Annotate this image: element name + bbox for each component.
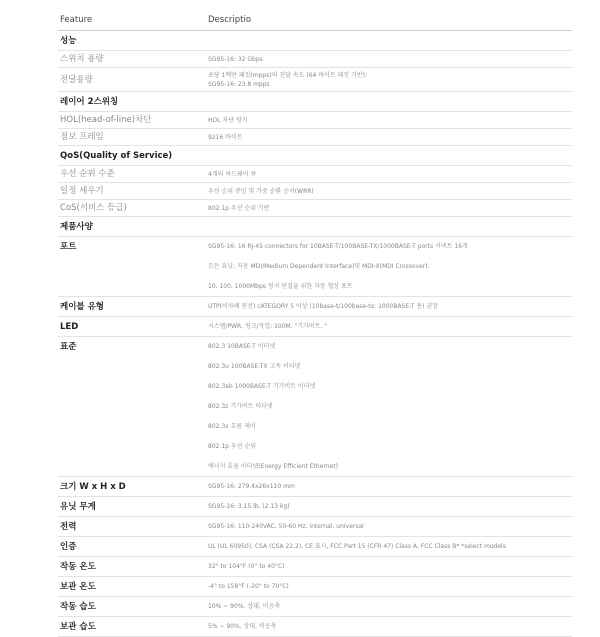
- row-jumbo-frames: [58, 129, 572, 146]
- row-value-line: SG95-16: 110-240VAC, 50-60 Hz, internal, universal: [208, 523, 364, 530]
- row-priority-levels: [58, 166, 572, 183]
- section-specs: [58, 217, 572, 237]
- row-label: HOL(head-of-line)차단: [60, 115, 152, 125]
- row-value: HOL 차단 방지: [208, 117, 248, 124]
- row-value: [208, 497, 572, 517]
- row-label: 전력: [60, 522, 77, 532]
- row-value: SG95-16: 32 Gbps: [208, 56, 263, 63]
- row-label: 표준: [60, 342, 77, 352]
- row-label: 작동 온도: [60, 562, 96, 572]
- row-label: 점보 프레임: [60, 132, 104, 142]
- row-scheduling: [58, 183, 572, 200]
- row-hol-blocking: [58, 112, 572, 129]
- row-value: [208, 477, 572, 497]
- row-standards: [58, 337, 572, 477]
- row-value-line: 802.1p 우선 순위: [208, 443, 256, 450]
- row-value-line: 802.3u 100BASE-TX 고속 이더넷: [208, 363, 301, 370]
- section-title: 성능: [60, 36, 77, 46]
- row-storage-temperature: [58, 577, 572, 597]
- row-value-line: 시스템/PWR, 링크/작업: 100M, "기가비트, ": [208, 323, 328, 330]
- section-title: QoS(Quality of Service): [60, 151, 173, 161]
- row-label: 전달용량: [60, 75, 93, 85]
- row-value: [208, 617, 572, 637]
- spec-table: [58, 10, 572, 637]
- row-value-line: 모든 유닛: 자동 MDI/Medium Dependent Interface)및 MDI-X(MDI Crossover).: [208, 263, 430, 270]
- row-value-line: SG95-16: 23.8 mpps: [208, 81, 270, 88]
- row-value: [208, 597, 572, 617]
- row-value-line: 초당 1백만 패킷(mpps)의 전달 속도 (64 바이트 패킷 기반):: [208, 72, 368, 79]
- row-label: 인증: [60, 542, 77, 552]
- row-value-line: 802.3 10BASE-T 이더넷: [208, 343, 276, 350]
- row-value: [208, 537, 572, 557]
- row-value: [208, 237, 572, 297]
- description-header: Descriptio: [208, 15, 252, 25]
- section-qos: [58, 146, 572, 166]
- row-label: 스위치 용량: [60, 54, 104, 64]
- row-value-line: 에너지 효율 이더넷(Energy Efficient Ethernet): [208, 463, 338, 470]
- row-value-line: 802.3ab 1000BASE-T 기가비트 이더넷: [208, 383, 316, 390]
- row-switching-capacity: [58, 51, 572, 68]
- row-value: 우선 순위 큐잉 및 가중 순환 순서(WRR): [208, 188, 314, 195]
- row-ports: [58, 237, 572, 297]
- section-layer2: [58, 92, 572, 112]
- row-dimensions: [58, 477, 572, 497]
- feature-header: Feature: [60, 15, 93, 25]
- row-value-line: 32° to 104°F (0° to 40°C): [208, 563, 285, 570]
- row-value-line: -4° to 158°F (-20° to 70°C): [208, 583, 289, 590]
- row-value: 802.1p 우선 순위 기반: [208, 205, 270, 212]
- row-label: 케이블 유형: [60, 302, 105, 312]
- row-operating-humidity: [58, 597, 572, 617]
- row-label: 포트: [60, 242, 77, 252]
- row-label: 크기 W x H x D: [60, 482, 126, 492]
- section-title: 레이어 2스위칭: [60, 97, 119, 107]
- row-value: [208, 297, 572, 317]
- row-class-of-service: [58, 200, 572, 217]
- row-value-line: 802.3x 흐름 제어: [208, 423, 256, 430]
- row-value-line: SG95-16: 3.15 lb, (2.13 kg): [208, 503, 290, 510]
- row-storage-humidity: [58, 617, 572, 637]
- row-value-line: SG95-16: 279.4x26x110 mm: [208, 483, 295, 490]
- row-label: CoS(서비스 등급): [60, 203, 127, 213]
- row-value: [208, 337, 572, 477]
- row-value-line: UL (UL 60950), CSA (CSA 22.2), CE 표시, FCC Part 15 (CFR 47) Class A, FCC Class B* *select models: [208, 543, 506, 550]
- section-title: 제품사양: [60, 222, 93, 232]
- row-operating-temperature: [58, 557, 572, 577]
- row-cable-type: [58, 297, 572, 317]
- row-value: [208, 557, 572, 577]
- row-value: [208, 317, 572, 337]
- table-header: [58, 10, 572, 31]
- row-unit-weight: [58, 497, 572, 517]
- row-label: LED: [60, 322, 79, 332]
- row-value: 4개의 하드웨어 큐: [208, 171, 257, 178]
- row-value-line: 10% ~ 90%, 상대, 비응축: [208, 603, 281, 610]
- row-value-line: 10, 100, 1000Mbps 링치 연결을 위한 자동 협상 포트: [208, 283, 353, 290]
- row-value-line: 802.3z 기가비트 이더넷: [208, 403, 273, 410]
- row-value-line: 5% ~ 90%, 상대, 비응축: [208, 623, 277, 630]
- row-value: [208, 71, 572, 89]
- row-label: 보관 온도: [60, 582, 96, 592]
- row-value: [208, 517, 572, 537]
- row-value: 9216 바이트: [208, 134, 243, 141]
- row-value-line: UTP(비차폐 연선) cATEGORY 5 이상 (10base-t/100base-tx: 1000BASE-T 용) 권장: [208, 303, 438, 310]
- section-performance: [58, 31, 572, 51]
- row-label: 작동 습도: [60, 602, 96, 612]
- row-label: 우선 순위 수준: [60, 169, 115, 179]
- row-value: [208, 577, 572, 597]
- row-label: 유닛 무게: [60, 502, 96, 512]
- row-label: 보관 습도: [60, 622, 96, 632]
- row-forwarding-rate: [58, 68, 572, 92]
- row-certification: [58, 537, 572, 557]
- row-value-line: SG95-16: 16 RJ-45 connectors for 10BASE-T/100BASE-TX/1000BASE-T ports 커넥트 16개: [208, 243, 468, 250]
- row-label: 일정 세우기: [60, 186, 104, 196]
- row-power: [58, 517, 572, 537]
- row-led: [58, 317, 572, 337]
